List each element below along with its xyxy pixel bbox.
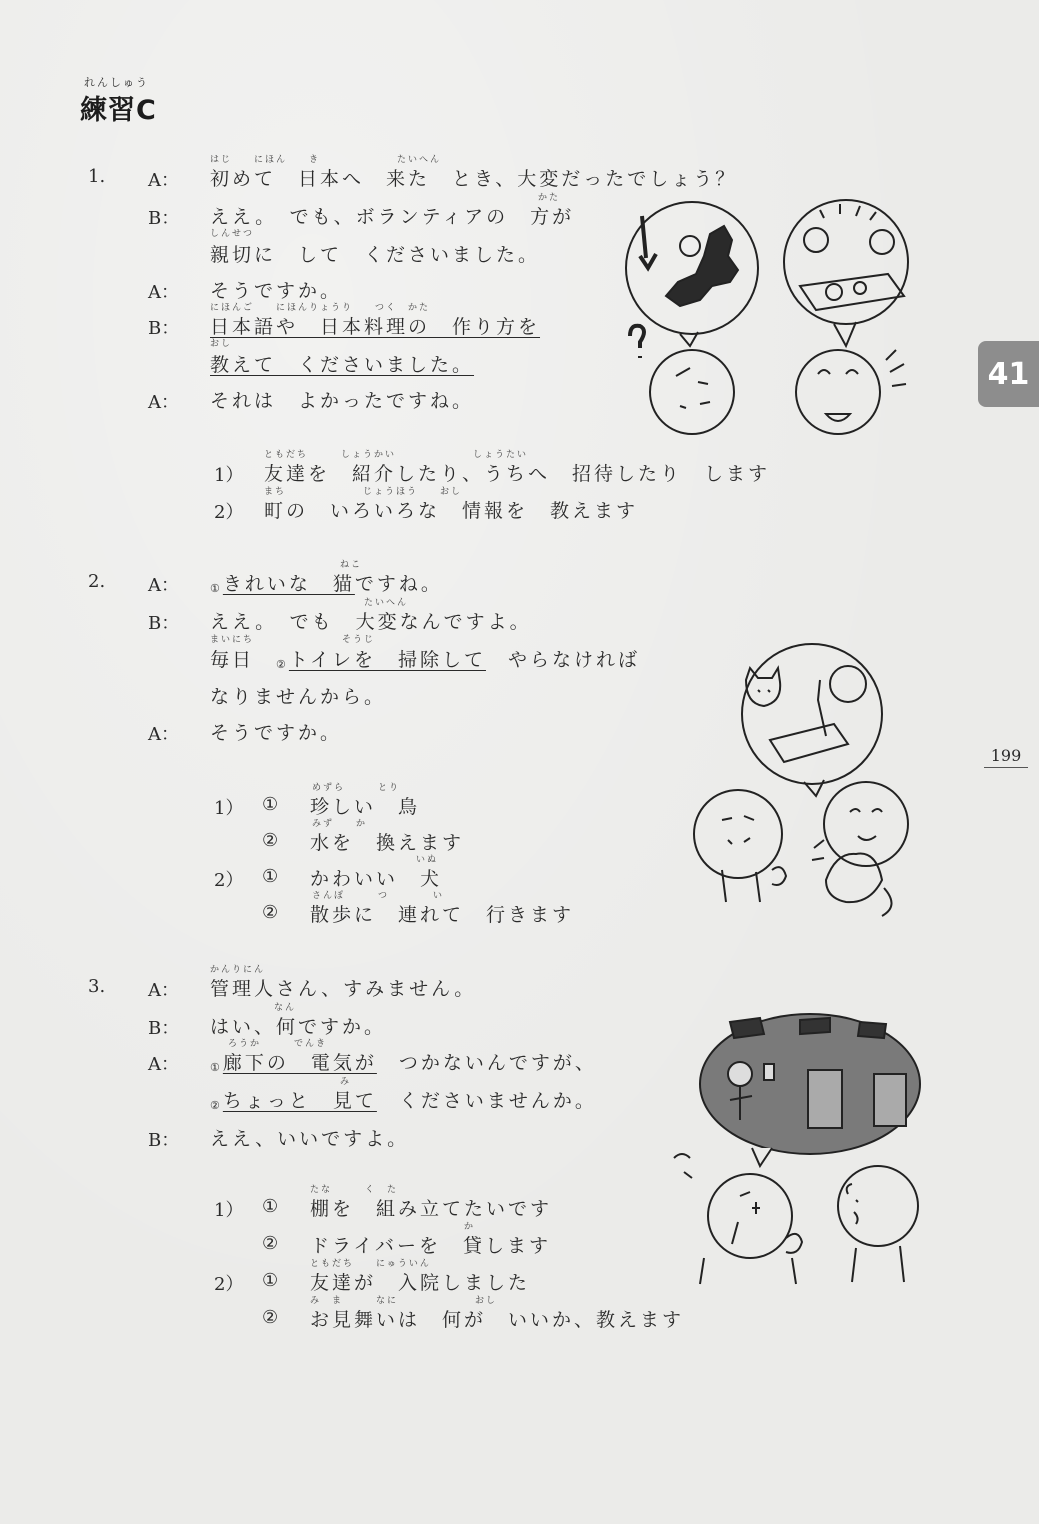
furigana: ろうか でんき <box>228 1039 328 1049</box>
substitution-text: かわいい 犬 <box>310 868 443 890</box>
substitution-text: 珍しい 鳥 <box>310 796 421 818</box>
speaker-label: B： <box>148 208 180 229</box>
speaker-label: A： <box>148 575 179 596</box>
slot-marker: ① <box>262 1196 279 1217</box>
substitution-label: 1） <box>214 1200 244 1221</box>
exercise-number-2: 2. <box>88 571 106 592</box>
dialogue-line: 初めて 日本へ 来た とき、大変だったでしょう？ <box>210 168 738 190</box>
substitution-label: 2） <box>214 502 244 523</box>
dialogue-line: そうですか。 <box>210 722 343 744</box>
cat-icon <box>746 668 780 706</box>
dialogue-line: そうですか。 <box>210 280 343 302</box>
speaker-label: B： <box>148 1130 180 1151</box>
furigana: ともだち にゅういん <box>310 1259 431 1269</box>
furigana: にほんご にほんりょうり つく かた <box>210 303 431 313</box>
speaker-label: B： <box>148 1018 180 1039</box>
furigana: おし <box>210 339 233 349</box>
substitution-text: ドライバーを 貸します <box>310 1235 552 1257</box>
substitution-label: 2） <box>214 1274 244 1295</box>
substitution-label: 1） <box>214 465 244 486</box>
illustration-cat-litter <box>686 640 926 925</box>
dialogue-text: やらなければ <box>507 649 640 671</box>
dialogue-line <box>210 1048 597 1075</box>
substitution-slot: ちょっと 見て <box>222 1090 377 1112</box>
furigana: なん <box>274 1003 297 1013</box>
dialogue-line: なりませんから。 <box>210 686 387 708</box>
dialogue-text: つかないんですが、 <box>398 1052 597 1074</box>
substitution-slot: 日本語や 日本料理の 作り方を <box>210 316 541 338</box>
dialogue-line: それは よかったですね。 <box>210 390 475 412</box>
substitution-text: 町の いろいろな 情報を 教えます <box>264 500 639 522</box>
slot-marker: ② <box>262 902 279 923</box>
furigana: めずら とり <box>312 783 401 793</box>
furigana: まち じょうほう おし <box>264 487 463 497</box>
door-icon <box>808 1070 842 1128</box>
furigana: たな く た <box>310 1185 399 1195</box>
character-face-listening <box>838 1166 918 1246</box>
substitution-text: 散歩に 連れて 行きます <box>310 904 575 926</box>
furigana: かんりにん <box>210 965 266 975</box>
dialogue-line: 親切に して くださいました。 <box>210 244 541 266</box>
speaker-label: A： <box>148 980 179 1001</box>
arrow-icon <box>640 216 656 268</box>
speaker-label: A： <box>148 724 179 745</box>
substitution-slot: きれいな 猫 <box>222 573 355 595</box>
furigana: ともだち しょうかい しょうたい <box>264 450 529 460</box>
speaker-label: A： <box>148 282 179 303</box>
character-face-worried <box>694 790 782 878</box>
furigana: はじ にほん き たいへん <box>210 155 442 165</box>
furigana: まいにち そうじ <box>210 635 376 645</box>
litter-box-icon <box>770 724 848 762</box>
illustration-dark-hallway <box>660 1008 930 1288</box>
speaker-label: B： <box>148 613 180 634</box>
substitution-slot: 廊下の 電気が <box>222 1052 377 1074</box>
illustration-volunteer-help <box>620 196 940 446</box>
substitution-label: 1） <box>214 798 244 819</box>
furigana: かた <box>538 193 561 203</box>
door-icon <box>874 1074 906 1126</box>
slot-marker: ① <box>262 866 279 887</box>
slot-marker: ① <box>262 1270 279 1291</box>
dialogue-text: 毎日 <box>210 649 255 671</box>
cat-icon <box>826 854 882 903</box>
dialogue-line: ええ。 でも 大変なんですよ。 <box>210 611 532 633</box>
light-switch-icon <box>764 1064 774 1080</box>
dialogue-line: ええ。 でも、ボランティアの 方が <box>210 206 575 228</box>
furigana: み <box>340 1077 352 1087</box>
furigana: さんぽ つ い <box>312 891 445 901</box>
dialogue-line: はい、何ですか。 <box>210 1016 387 1038</box>
slot-marker: ① <box>262 794 279 815</box>
exercise-number-1: 1. <box>88 166 106 187</box>
exercise-number-3: 3. <box>88 976 106 997</box>
substitution-text: 友達を 紹介したり、うちへ 招待したり します <box>264 463 771 485</box>
substitution-slot: 教えて くださいました。 <box>210 354 475 376</box>
furigana: か <box>464 1222 476 1232</box>
character-face-troubled <box>708 1174 792 1258</box>
thought-bubble-cleaning <box>742 644 882 784</box>
chapter-tab: 41 <box>978 341 1039 407</box>
dialogue-line <box>210 645 640 672</box>
slot-marker: ② <box>262 830 279 851</box>
speaker-label: A： <box>148 1054 179 1075</box>
heading-ruby: れんしゅう <box>84 76 149 89</box>
substitution-slot: トイレを 掃除して <box>288 649 486 671</box>
furigana: み ま なに おし <box>310 1296 498 1306</box>
dialogue-line <box>210 1086 597 1113</box>
dialogue-tail: ですね。 <box>354 573 443 595</box>
substitution-text: 棚を 組み立てたいです <box>310 1198 553 1220</box>
slot-marker: ② <box>262 1307 279 1328</box>
character-face-confused <box>650 350 734 434</box>
furigana: いぬ <box>416 855 439 865</box>
substitution-text: 水を 換えます <box>310 832 465 854</box>
speaker-label: A： <box>148 392 179 413</box>
speaker-label: B： <box>148 318 180 339</box>
heading-title: 練習C <box>80 95 157 126</box>
dialogue-line: 管理人さん、すみません。 <box>210 978 477 1000</box>
slot-marker: ① <box>210 1061 223 1074</box>
slot-marker: ② <box>276 658 289 671</box>
japan-map-icon <box>666 226 738 306</box>
furigana: しんせつ <box>210 229 255 239</box>
furigana: ねこ <box>340 560 363 570</box>
slot-marker: ② <box>262 1233 279 1254</box>
speaker-label: A： <box>148 170 179 191</box>
page-number: 199 <box>984 746 1028 768</box>
question-mark-icon <box>630 326 644 358</box>
dialogue-line <box>210 350 474 377</box>
substitution-label: 2） <box>214 870 244 891</box>
furigana: みず か <box>312 819 368 829</box>
slot-marker: ① <box>210 582 223 595</box>
dialogue-line: ええ、いいですよ。 <box>210 1128 410 1150</box>
furigana: たいへん <box>364 598 409 608</box>
section-heading <box>80 74 157 127</box>
substitution-text: お見舞いは 何が いいか、教えます <box>310 1309 685 1331</box>
dialogue-text: くださいませんか。 <box>398 1090 597 1112</box>
substitution-text: 友達が 入院しました <box>310 1272 531 1294</box>
slot-marker: ② <box>210 1099 223 1112</box>
dialogue-line <box>210 569 443 596</box>
